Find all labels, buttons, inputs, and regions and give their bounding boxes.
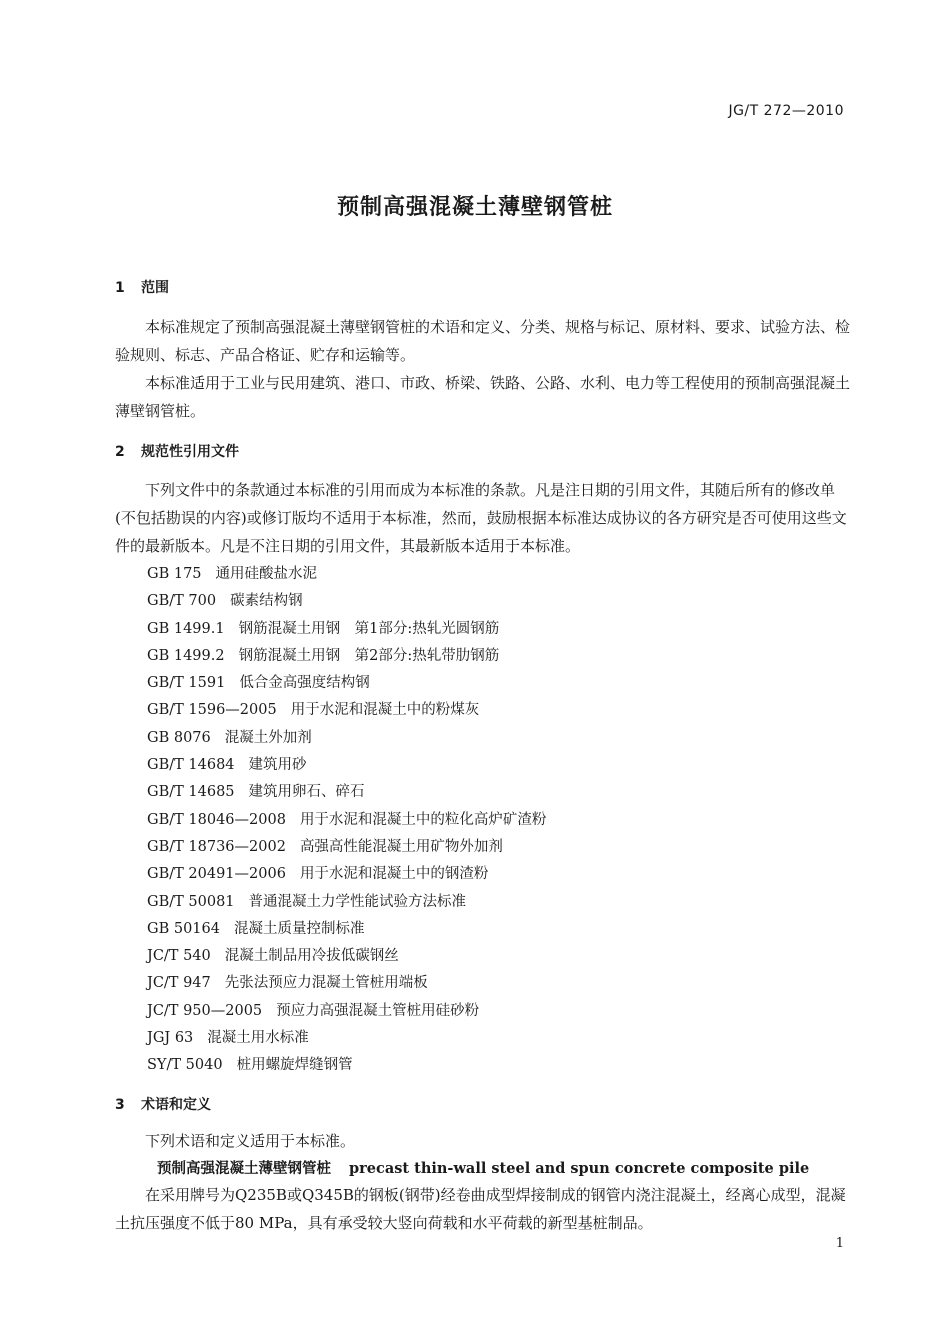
reference-code: JC/T 950—2005 [147,1002,263,1019]
section-number: 2 [115,444,125,460]
reference-item [147,697,546,724]
reference-item [147,998,546,1025]
reference-code: GB 8076 [147,729,211,746]
reference-title: 预应力高强混凝土管桩用硅砂粉 [276,1002,480,1019]
term-chinese: 预制高强混凝土薄壁钢管桩 [157,1160,331,1177]
reference-code: GB/T 18736—2002 [147,838,286,855]
reference-item [147,889,546,916]
reference-code: SY/T 5040 [147,1057,223,1074]
reference-title: 桩用螺旋焊缝钢管 [236,1057,353,1074]
reference-title: 通用硅酸盐水泥 [215,566,318,582]
reference-title: 普通混凝土力学性能试验方法标准 [248,893,467,910]
section-heading-scope [115,277,169,297]
reference-code: GB 1499.1 [147,620,225,637]
reference-item [147,752,546,779]
reference-title: 混凝土质量控制标准 [233,920,365,937]
reference-title: 建筑用砂 [248,757,307,774]
reference-item [147,588,546,615]
reference-item [147,834,546,861]
term-entry [157,1157,809,1178]
reference-code: GB/T 18046—2008 [147,811,286,828]
reference-title: 先张法预应力混凝土管桩用端板 [224,975,428,992]
reference-item [147,916,546,943]
page-number: 1 [835,1236,844,1251]
reference-item [147,670,546,697]
reference-code: GB/T 1596—2005 [147,702,277,719]
reference-code: JC/T 947 [147,975,211,992]
reference-title: 高强高性能混凝土用矿物外加剂 [299,838,503,855]
term-english: precast thin-wall steel and spun concrete composite pile [349,1160,810,1177]
reference-item [147,807,546,834]
scope-paragraph-1: 本标准规定了预制高强混凝土薄壁钢管桩的术语和定义、分类、规格与标记、原材料、要求、试验方法、检验规则、标志、产品合格证、贮存和运输等。 [115,318,851,364]
standard-code: JG/T 272—2010 [728,103,844,119]
reference-title: 混凝土用水标准 [207,1030,309,1047]
reference-title: 混凝土制品用冷拔低碳钢丝 [224,948,399,965]
section-title: 术语和定义 [141,1097,211,1113]
reference-item [147,1052,546,1079]
reference-code: JC/T 540 [147,948,211,965]
reference-title: 碳素结构钢 [230,593,303,610]
reference-code: GB 1499.2 [147,647,225,664]
reference-item [147,561,546,588]
reference-list [147,561,546,1080]
reference-code: GB 50164 [147,920,220,937]
reference-code: JGJ 63 [147,1030,194,1047]
reference-code: GB/T 20491—2006 [147,866,286,883]
reference-code: GB/T 14685 [147,784,235,801]
section-heading-terms-definitions [115,1094,211,1114]
document-title: 预制高强混凝土薄壁钢管桩 [336,195,613,220]
section-number: 3 [115,1097,125,1113]
reference-item [147,943,546,970]
reference-item [147,1025,546,1052]
section-number: 1 [115,280,125,296]
reference-item [147,861,546,888]
reference-title: 建筑用卵石、碎石 [248,784,365,801]
term-definition: 在采用牌号为Q235B或Q345B的钢板(钢带)经卷曲成型焊接制成的钢管内浇注混凝土，经离心成型，混凝土抗压强度不低于80 MPa，具有承受较大竖向荷载和水平荷载的新型基桩制品。 [115,1186,846,1232]
reference-code: GB/T 14684 [147,757,235,774]
reference-title: 用于水泥和混凝土中的粉煤灰 [290,702,480,719]
reference-code: GB 175 [147,566,202,582]
references-intro-paragraph: 下列文件中的条款通过本标准的引用而成为本标准的条款。凡是注日期的引用文件，其随后所有的修改单(不包括勘误的内容)或修订版均不适用于本标准，然而，鼓励根据本标准达成协议的各方研究是否可使用这些文件的最新版本。凡是不注日期的引用文件，其最新版本适用于本标准。 [115,481,847,555]
reference-title: 用于水泥和混凝土中的钢渣粉 [299,866,489,883]
reference-item [147,779,546,806]
reference-title: 混凝土外加剂 [224,729,312,746]
reference-item [147,725,546,752]
section-title: 规范性引用文件 [141,444,239,460]
reference-code: GB/T 700 [147,593,217,610]
reference-code: GB/T 50081 [147,893,235,910]
section-title: 范围 [141,280,169,296]
reference-title: 低合金高强度结构钢 [239,675,370,692]
section-heading-normative-references [115,441,239,461]
reference-title: 用于水泥和混凝土中的粒化高炉矿渣粉 [299,811,547,828]
reference-title: 钢筋混凝土用钢 第1部分:热轧光圆钢筋 [238,620,500,637]
scope-paragraph-2: 本标准适用于工业与民用建筑、港口、市政、桥梁、铁路、公路、水利、电力等工程使用的预制高强混凝土薄壁钢管桩。 [115,374,851,420]
terms-intro-paragraph: 下列术语和定义适用于本标准。 [145,1132,356,1150]
reference-item [147,970,546,997]
reference-title: 钢筋混凝土用钢 第2部分:热轧带肋钢筋 [238,647,500,664]
reference-item [147,643,546,670]
reference-item [147,616,546,643]
reference-code: GB/T 1591 [147,675,226,692]
